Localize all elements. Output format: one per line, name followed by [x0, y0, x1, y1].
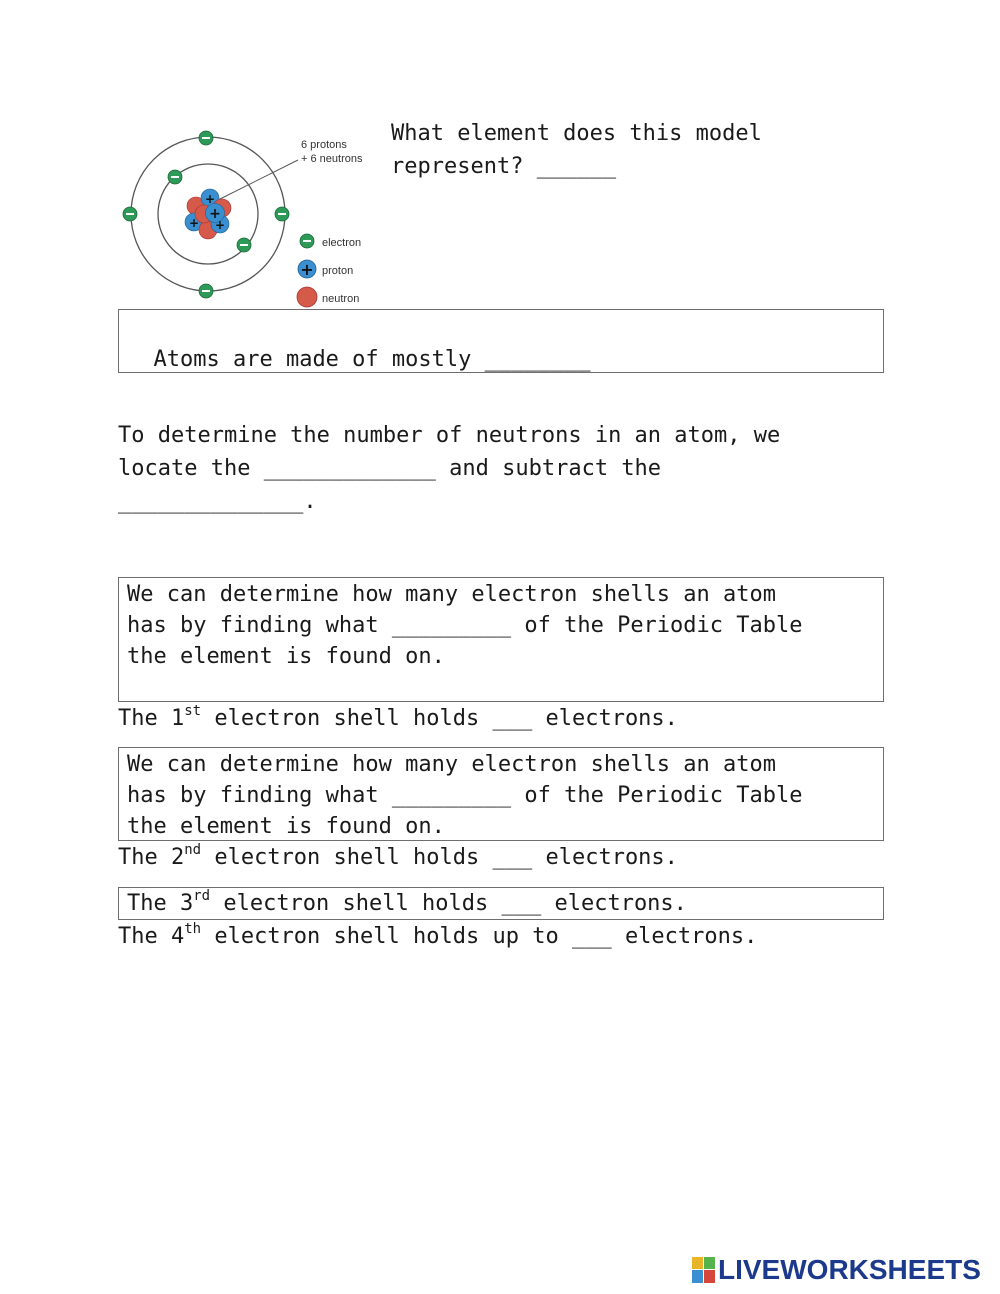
svg-text:+: + — [214, 218, 226, 232]
legend — [297, 234, 361, 307]
first-shell-line — [118, 702, 678, 735]
liveworksheets-logo-icon — [692, 1255, 716, 1285]
electron-icon — [275, 207, 289, 221]
electron-icon — [199, 284, 213, 298]
fourth-shell-pre: The 4 — [118, 924, 185, 949]
second-shell-pre: The 2 — [118, 845, 185, 870]
third-shell-line — [127, 888, 875, 919]
model-question: What element does this model represent? ______ — [391, 121, 762, 179]
neutrons-label: + 6 neutrons — [301, 153, 363, 165]
brand-name: LIVEWORKSHEETS — [718, 1254, 981, 1285]
fourth-shell-sup: th — [184, 920, 202, 937]
svg-text:+: + — [300, 260, 314, 279]
fourth-shell-line — [118, 920, 757, 953]
electron-shells-box-1[interactable] — [118, 577, 884, 702]
electron-icon — [237, 238, 251, 252]
third-shell-pre: The 3 — [127, 891, 194, 916]
neutrons-paragraph: To determine the number of neutrons in an atom, we locate the _____________ and subtract the ______________. — [118, 423, 781, 514]
first-shell-post: electron shell holds ___ electrons. — [201, 706, 678, 731]
legend-neutron-icon — [297, 287, 317, 307]
second-shell-post: electron shell holds ___ electrons. — [201, 845, 678, 870]
third-shell-box[interactable] — [118, 887, 884, 920]
svg-text:+: + — [188, 216, 200, 230]
electron-icon — [199, 131, 213, 145]
first-shell-sup: st — [184, 702, 202, 719]
protons-label: 6 protons — [301, 139, 347, 151]
third-shell-sup: rd — [193, 887, 211, 904]
svg-text:+: + — [204, 192, 216, 206]
atoms-mostly-box[interactable] — [118, 309, 884, 373]
first-shell-pre: The 1 — [118, 706, 185, 731]
second-shell-sup: nd — [184, 841, 202, 858]
atom-model-diagram — [118, 118, 380, 310]
atoms-mostly-text: Atoms are made of mostly ________ — [153, 347, 591, 372]
svg-text:+: + — [209, 206, 221, 222]
liveworksheets-logo — [692, 1254, 981, 1286]
electron-shells-box-2[interactable] — [118, 747, 884, 841]
legend-electron-label: electron — [322, 237, 362, 249]
pointer-line — [218, 160, 298, 200]
fourth-shell-post: electron shell holds up to ___ electrons. — [201, 924, 758, 949]
third-shell-post: electron shell holds ___ electrons. — [210, 891, 687, 916]
legend-electron-icon — [300, 234, 314, 248]
electron-icon — [123, 207, 137, 221]
second-shell-line — [118, 841, 678, 874]
legend-proton-label: proton — [322, 265, 354, 277]
electron-icon — [168, 170, 182, 184]
electron-shells-text-2: We can determine how many electron shells an atom has by finding what _________ of the Periodic Table the element is found on. — [127, 752, 803, 839]
legend-neutron-label: neutron — [322, 293, 360, 305]
electron-shells-text-1: We can determine how many electron shells an atom has by finding what _________ of the Periodic Table the element is found on. — [127, 582, 803, 669]
legend-proton-icon — [298, 260, 316, 279]
